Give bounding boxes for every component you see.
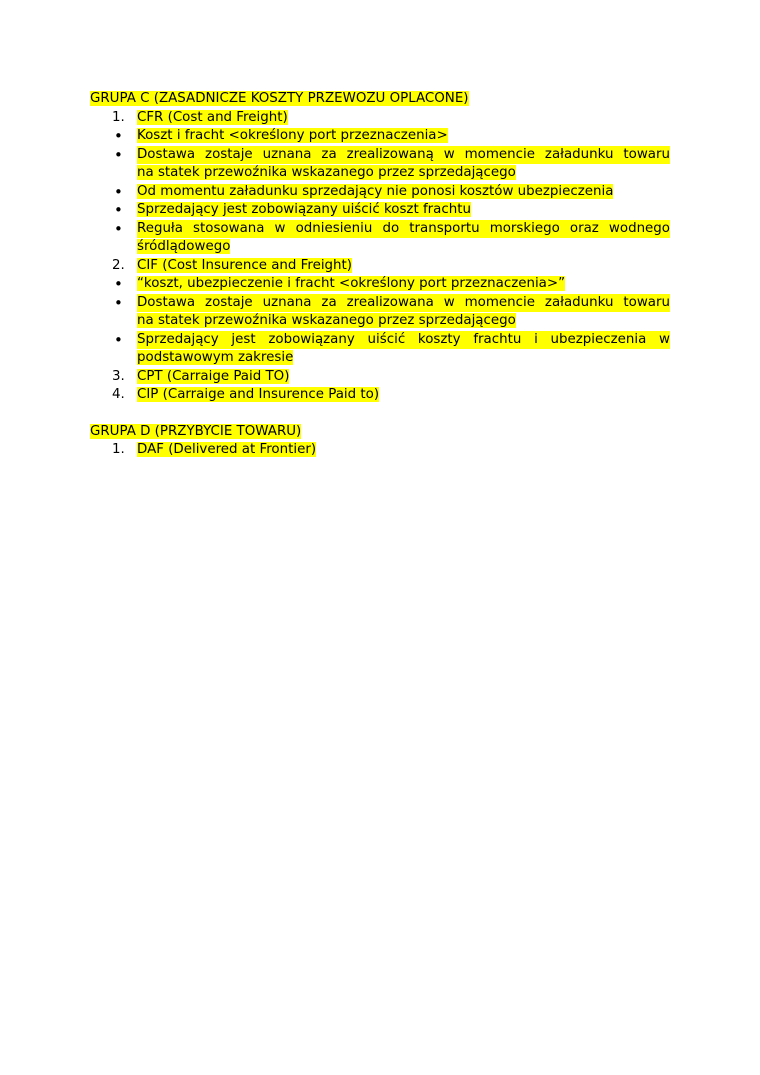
list-item-text-continued: podstawowym zakresie — [137, 350, 294, 365]
list-item — [90, 201, 670, 220]
list-number: 3. — [112, 368, 125, 384]
list-item-text: Dostawa zostaje uznana za zrealizowana w momencie załadunku towaru — [137, 294, 670, 313]
list-item-text: Sprzedający jest zobowiązany uiścić koszty frachtu i ubezpieczenia w — [137, 331, 670, 350]
bullet-icon: • — [114, 219, 123, 238]
bullet-icon: • — [114, 145, 123, 164]
list-item — [90, 146, 670, 183]
list-item — [90, 127, 670, 146]
list-number: 4. — [112, 387, 125, 402]
list-item-text: CFR (Cost and Freight) — [137, 109, 288, 125]
list-item — [90, 441, 670, 460]
list-item — [90, 294, 670, 331]
list-item — [90, 257, 670, 276]
bullet-icon: • — [114, 182, 123, 201]
list-item-text: Sprzedający jest zobowiązany uiścić koszt frachtu — [137, 202, 471, 217]
document-body — [90, 90, 670, 460]
group-c-heading: GRUPA C (ZASADNICZE KOSZTY PRZEWOZU OPLACONE) — [90, 91, 469, 106]
paragraph-gap — [90, 405, 670, 423]
list-item — [90, 275, 670, 294]
list-item-text: CIF (Cost Insurence and Freight) — [137, 257, 353, 273]
list-item — [90, 368, 670, 387]
list-item-text: Reguła stosowana w odniesieniu do transportu morskiego oraz wodnego — [137, 220, 670, 239]
list-item-text: CPT (Carraige Paid TO) — [137, 368, 290, 384]
list-item-text: Koszt i fracht <określony port przeznaczenia> — [137, 128, 448, 143]
list-item — [90, 109, 670, 128]
bullet-icon: • — [114, 275, 123, 293]
group-d-heading: GRUPA D (PRZYBYCIE TOWARU) — [90, 423, 302, 439]
list-item-text: “koszt, ubezpieczenie i fracht <określony port przeznaczenia>” — [137, 276, 566, 291]
bullet-icon: • — [114, 127, 123, 145]
list-item-text-continued: śródlądowego — [137, 239, 231, 254]
bullet-icon: • — [114, 201, 123, 219]
list-item-text: Od momentu załadunku sprzedający nie ponosi kosztów ubezpieczenia — [137, 183, 614, 199]
list-number: 1. — [112, 442, 125, 457]
list-item-text-continued: na statek przewoźnika wskazanego przez sprzedającego — [137, 165, 516, 180]
list-item — [90, 331, 670, 368]
list-item — [90, 183, 670, 202]
list-item-text: Dostawa zostaje uznana za zrealizowaną w momencie załadunku towaru — [137, 146, 670, 165]
list-item-text: CIP (Carraige and Insurence Paid to) — [137, 387, 380, 402]
list-number: 2. — [112, 257, 125, 273]
bullet-icon: • — [114, 293, 123, 312]
list-item — [90, 386, 670, 405]
list-item — [90, 220, 670, 257]
list-item-text-continued: na statek przewoźnika wskazanego przez sprzedającego — [137, 313, 516, 328]
bullet-icon: • — [114, 330, 123, 349]
list-number: 1. — [112, 109, 125, 125]
list-item-text: DAF (Delivered at Frontier) — [137, 442, 317, 457]
